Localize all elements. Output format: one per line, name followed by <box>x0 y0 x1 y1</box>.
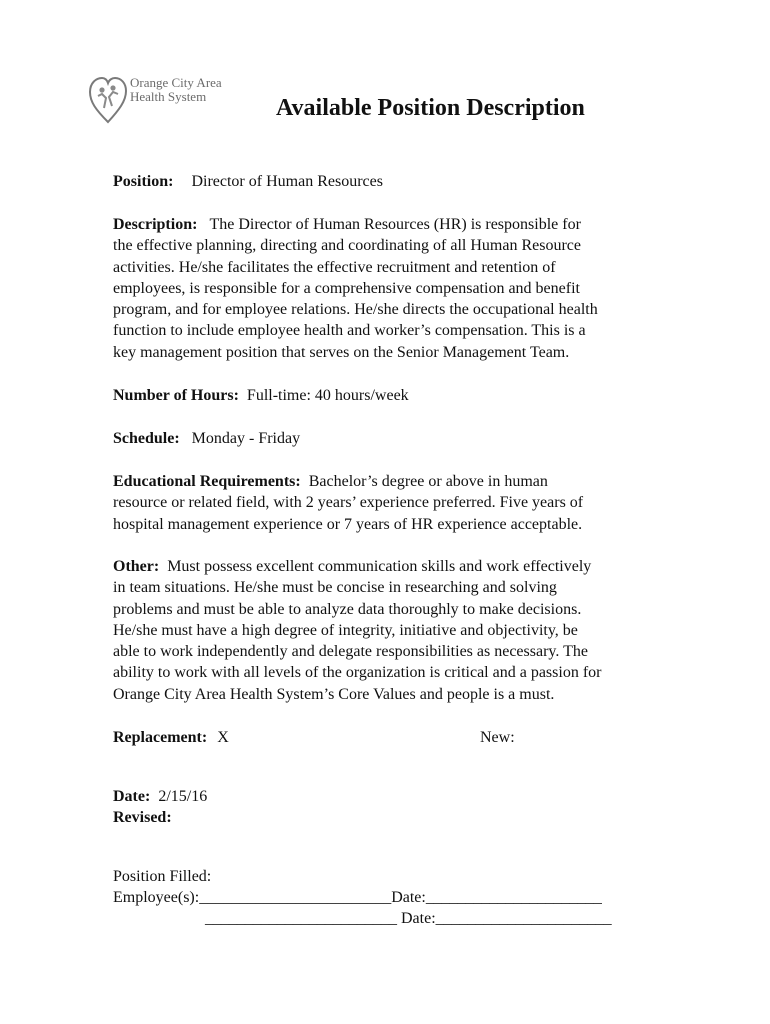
position-value: Director of Human Resources <box>191 173 383 190</box>
description-line: employees, is responsible for a comprehensive compensation and benefit <box>113 279 580 297</box>
organization-name <box>130 76 222 104</box>
education-section: Educational Requirements: Bachelor’s degree or above in human resource or related field, with 2 years’ experience preferred. Five years of hospital management experience or 7 years of HR experience acceptable. <box>113 471 673 535</box>
hours-label: Number of Hours <box>113 387 234 404</box>
revised-field <box>113 807 172 828</box>
position-filled-heading: Position Filled: <box>113 868 212 885</box>
description-line: program, and for employee relations. He/she directs the occupational health <box>113 301 598 319</box>
date-value: 2/15/16 <box>158 788 208 805</box>
date-field <box>113 786 207 807</box>
description-section: Description: The Director of Human Resources (HR) is responsible for the effective planning, directing and coordinating of all Human Resource activities. He/she facilitates the effective recruitment and retention of employees, is responsible for a comprehensive compensation and benefit program, and for employee relations. He/she directs the occupational health function to include employee health and worker’s compensation. This is a key management position that serves on the Senior Management Team. <box>113 214 673 363</box>
description-label: Description <box>113 216 193 233</box>
description-line: activities. He/she facilitates the effective recruitment and retention of <box>113 258 556 276</box>
education-line: Bachelor’s degree or above in human <box>308 473 548 490</box>
organization-logo <box>88 72 248 128</box>
new-field <box>480 727 515 748</box>
other-line: problems and must be able to analyze data thoroughly to make decisions. <box>113 600 582 618</box>
position-field: Position: Director of Human Resources <box>113 173 383 190</box>
other-line: in team situations. He/she must be concise in researching and solving <box>113 579 557 597</box>
schedule-field: Schedule: Monday - Friday <box>113 430 301 447</box>
schedule-value: Monday - Friday <box>191 430 301 447</box>
logo-line-2: Health System <box>130 89 207 104</box>
replacement-label: Replacement: <box>113 729 208 746</box>
heart-people-icon <box>88 74 128 126</box>
other-line: Must possess excellent communication skills and work effectively <box>167 558 592 575</box>
other-line: Orange City Area Health System’s Core Values and people is a must. <box>113 685 555 703</box>
other-line: He/she must have a high degree of integrity, initiative and objectivity, be <box>113 621 578 639</box>
employee-signature-line-2: ________________________ Date:______________________ <box>205 910 612 927</box>
hours-value: Full-time: 40 hours/week <box>246 387 409 404</box>
new-label: New: <box>480 729 515 746</box>
other-label: Other <box>113 558 154 575</box>
employee-signature-line: Employee(s):________________________Date:______________________ <box>113 889 602 906</box>
hours-field: Number of Hours: Full-time: 40 hours/week <box>113 387 409 404</box>
other-section: Other: Must possess excellent communication skills and work effectively in team situations. He/she must be concise in researching and solving problems and must be able to analyze data thoroughly to make decisions. He/she must have a high degree of integrity, initiative and objectivity, be able to work independently and delegate responsibilities as necessary. The ability to work with all levels of the organization is critical and a passion for Orange City Area Health System’s Core Values and people is a must. <box>113 556 673 705</box>
education-line: resource or related field, with 2 years’ experience preferred. Five years of <box>113 494 584 512</box>
position-label: Position <box>113 173 169 190</box>
description-line: The Director of Human Resources (HR) is responsible for <box>209 216 581 233</box>
schedule-label: Schedule <box>113 430 175 447</box>
education-line: hospital management experience or 7 years of HR experience acceptable. <box>113 515 583 533</box>
date-label: Date: <box>113 788 151 805</box>
replacement-value: X <box>217 729 229 746</box>
education-label: Educational Requirements <box>113 473 296 490</box>
description-line: key management position that serves on the Senior Management Team. <box>113 343 570 361</box>
description-line: the effective planning, directing and coordinating of all Human Resource <box>113 237 581 255</box>
other-line: ability to work with all levels of the organization is critical and a passion for <box>113 664 602 682</box>
revised-label: Revised: <box>113 809 172 826</box>
other-line: able to work independently and delegate responsibilities as necessary. The <box>113 643 588 661</box>
description-line: function to include employee health and worker’s compensation. This is a <box>113 322 586 340</box>
replacement-field <box>113 727 229 748</box>
logo-line-1: Orange City Area <box>130 75 222 90</box>
page-title: Available Position Description <box>276 95 585 121</box>
